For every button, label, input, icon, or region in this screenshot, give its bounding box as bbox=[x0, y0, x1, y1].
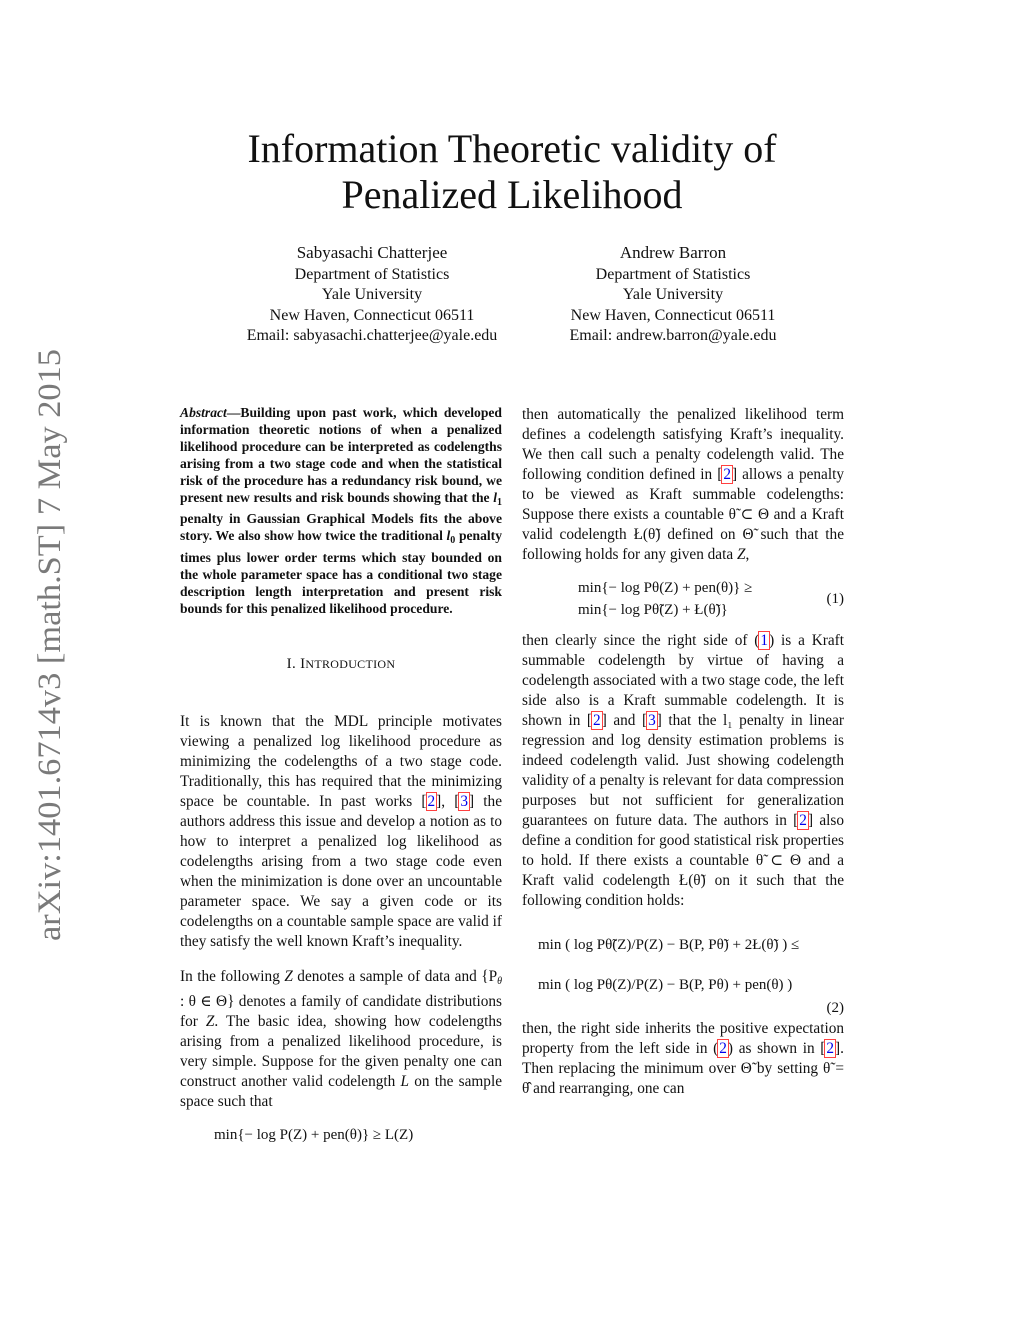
citation-link[interactable]: 2 bbox=[826, 1040, 835, 1057]
text-run: on the sample space such that bbox=[180, 1072, 502, 1110]
right-paragraph-3: then, the right side inherits the positive expectation property from the left side in (2) as shown in [2]. Then replacing the minimum over Θ̃ by setting θ̃ = θ̂ and rearranging, one can bbox=[522, 1020, 844, 1097]
text-run: In the following bbox=[180, 967, 285, 985]
author-name: Sabyasachi Chatterjee bbox=[296, 243, 448, 262]
author-address: New Haven, Connecticut 06511 bbox=[269, 306, 475, 324]
text-run: then, the right side inherits the positive expectation property from the left side in bbox=[522, 1020, 844, 1057]
title-line-1: Information Theoretic validity of bbox=[247, 126, 777, 171]
author-address: New Haven, Connecticut 06511 bbox=[570, 306, 776, 324]
text-run: that the l₁ penalty in linear regression and log density estimation problems is indeed codelength valid. Just showing codelength validity of a penalty is relevant for data compression purposes but not sufficient for generalization guarantees on future data. The authors in bbox=[522, 712, 844, 829]
text-run: then clearly since the right side of bbox=[522, 632, 755, 649]
text-run: is a Kraft summable codelength by virtue of having a codelength associated with a two stage code, the left side also is a Kraft summable codelength. It is shown in bbox=[522, 632, 844, 729]
equation-ref-link[interactable]: 1 bbox=[760, 632, 769, 649]
abstract-lead: Abstract bbox=[180, 405, 227, 420]
math-l1: l bbox=[493, 489, 497, 505]
author-department: Department of Statistics bbox=[595, 265, 751, 283]
equation-1-row-2: min{− log Pθ̃(Z) + Ł(θ̃)} bbox=[578, 602, 728, 618]
author-name: Andrew Barron bbox=[619, 243, 727, 262]
text-run: denotes a sample of data and {P bbox=[292, 967, 498, 985]
equation-ref-link[interactable]: 2 bbox=[719, 1040, 727, 1057]
abstract-text-2: penalty in Gaussian Graphical Models fits the above story. We also show how twice the traditional bbox=[180, 511, 502, 544]
equation-2-row-1: min ( log Pθ̃(Z)/P(Z) − B(P, Pθ̃) + 2Ł(θ̃) ) ≤ bbox=[538, 937, 800, 953]
intro-paragraph-2 bbox=[180, 967, 502, 1112]
equation-2 bbox=[522, 925, 844, 1016]
citation-link[interactable]: 2 bbox=[593, 712, 601, 729]
author-email: Email: andrew.barron@yale.edu bbox=[569, 327, 777, 344]
text-run: , bbox=[441, 792, 455, 810]
text-run: also define a condition for good statistical risk properties to hold. If there exists a countable θ̃ ⊂ Θ and a Kraft valid codelength Ł(θ̃) on it such that the following condition holds: bbox=[522, 812, 845, 909]
right-column bbox=[522, 405, 844, 1099]
citation-link[interactable]: 2 bbox=[799, 812, 807, 829]
math-sub: θ bbox=[497, 975, 502, 987]
abstract-text-1: Building upon past work, which developed information theoretic notions of when a penalized likelihood procedure can be interpreted as codelengths arising from a two stage code and when the statistical risk of the procedure has a redundancy risk bound, we present new results and risk bounds showing that the bbox=[180, 405, 502, 505]
author-block-1 bbox=[222, 243, 522, 347]
citation-link[interactable]: 3 bbox=[648, 712, 656, 729]
citation-link[interactable]: 3 bbox=[460, 792, 469, 810]
equation-number: (1) bbox=[826, 591, 844, 607]
text-run: allows a penalty to be viewed as Kraft summable codelengths: Suppose there exists a countable θ̃ ⊂ Θ and a Kraft valid codelength Ł(θ̃) defined on Θ̃ such that the following holds for any given data bbox=[522, 466, 844, 563]
abstract bbox=[180, 405, 502, 618]
author-university: Yale University bbox=[622, 286, 724, 303]
left-column bbox=[180, 405, 502, 1156]
citation-link[interactable]: 2 bbox=[723, 466, 731, 483]
equation-1 bbox=[522, 577, 844, 621]
right-paragraph-2: then clearly since the right side of (1) is a Kraft summable codelength by virtue of having a codelength associated with a two stage code, the left side also is a Kraft summable codelength. It is shown in [2] and [3] that the l₁ penalty in linear regression and log density estimation problems is indeed codelength valid. Just showing codelength validity of a penalty is relevant for data compression purposes but not sufficient for generalization guarantees on future data. The authors in [2] also define a condition for good statistical risk properties to hold. If there exists a countable θ̃ ⊂ Θ and a Kraft valid codelength Ł(θ̃) on it such that the following condition holds: bbox=[522, 632, 845, 909]
text-run: : θ ∈ Θ} denotes a family of candidate distributions for bbox=[180, 992, 502, 1030]
section-heading bbox=[180, 654, 502, 674]
author-block-2 bbox=[523, 243, 823, 347]
math-l0-sub: 0 bbox=[450, 535, 456, 547]
equation-0-text: min{− log P(Z) + pen(θ)} ≥ L(Z) bbox=[214, 1126, 414, 1143]
math-l0: l bbox=[446, 528, 451, 544]
text-run: , bbox=[745, 546, 750, 563]
text-run: as shown in bbox=[733, 1040, 821, 1057]
right-paragraph-1: then automatically the penalized likelihood term defines a codelength satisfying Kraft’s inequality. We then call such a penalty codelength valid. The following condition defined in [2] allows a penalty to be viewed as Kraft summable codelengths: Suppose there exists a countable θ̃ ⊂ Θ and a Kraft valid codelength Ł(θ̃) defined on Θ̃ such that the following holds for any given data Z, bbox=[522, 406, 844, 563]
paper-title bbox=[180, 126, 844, 218]
intro-paragraph-1: It is known that the MDL principle motivates viewing a penalized log likelihood procedure as minimizing the codelengths of a two stage code. Traditionally, this has required that the minimizing space be countable. In past works [2], [3] the authors address this issue and develop a notion as to how to interpret a penalized log likelihood as codelengths arising from a two stage code even when the minimization is done over an uncountable parameter space. We say a given code or its codelengths on a countable sample space are valid if they satisfy the well known Kraft’s inequality. bbox=[180, 712, 502, 950]
arxiv-id: arXiv:1401.6714v3 [math.ST] 7 May 2015 bbox=[32, 372, 68, 941]
citation-link[interactable]: 2 bbox=[427, 792, 436, 810]
math-var: Z bbox=[736, 546, 746, 563]
equation-0 bbox=[180, 1124, 502, 1146]
text-run: It is known that the MDL principle motivates viewing a penalized log likelihood procedure as minimizing the codelengths of a two stage code. Traditionally, this has required that the minimizing space be countable. In past works bbox=[180, 712, 502, 810]
abstract-text-3: penalty times plus lower order terms which stay bounded on the whole parameter space has a conditional two stage description length interpretation and present risk bounds for this penalized likelihood procedure. bbox=[180, 528, 503, 616]
math-var: Z bbox=[205, 1012, 215, 1030]
equation-number: (2) bbox=[826, 1000, 844, 1016]
equation-1-row-1: min{− log Pθ(Z) + pen(θ)} ≥ bbox=[578, 580, 753, 596]
section-first-letter: I bbox=[300, 655, 306, 672]
title-line-2: Penalized Likelihood bbox=[341, 172, 683, 217]
math-var: L bbox=[400, 1072, 410, 1090]
arxiv-stamp bbox=[12, 345, 72, 945]
equation-2-row-2: min ( log Pθ(Z)/P(Z) − B(P, Pθ) + pen(θ) ) bbox=[538, 977, 793, 993]
author-department: Department of Statistics bbox=[294, 265, 450, 283]
text-run: the authors address this issue and develop a notion as to how to interpret a penalized log likelihood as codelengths arising from a two stage code even when the minimization is done over an uncountable parameter space. We say a given code or its codelengths on a countable sample space are valid if they satisfy the well known Kraft’s inequality. bbox=[180, 792, 502, 950]
text-run: and bbox=[606, 712, 642, 729]
math-var: Z bbox=[284, 967, 293, 985]
author-email: Email: sabyasachi.chatterjee@yale.edu bbox=[246, 327, 498, 344]
math-l1-sub: 1 bbox=[497, 496, 502, 508]
text-run: then automatically the penalized likelihood term defines a codelength satisfying Kraft’s inequality. We then call such a penalty codelength valid. The following condition defined in bbox=[522, 406, 844, 483]
text-run: . Then replacing the minimum over Θ̃ by setting θ̃ = θ̂ and rearranging, one can bbox=[522, 1040, 844, 1097]
abstract-dash: — bbox=[226, 405, 241, 420]
section-numeral: I. bbox=[286, 655, 297, 672]
section-title-rest: NTRODUCTION bbox=[305, 656, 396, 671]
author-university: Yale University bbox=[321, 286, 423, 303]
text-run: . The basic idea, showing how codelengths arising from a penalized likelihood procedure, is very simple. Suppose for the given penalty one can construct another valid codelength bbox=[180, 1012, 502, 1090]
